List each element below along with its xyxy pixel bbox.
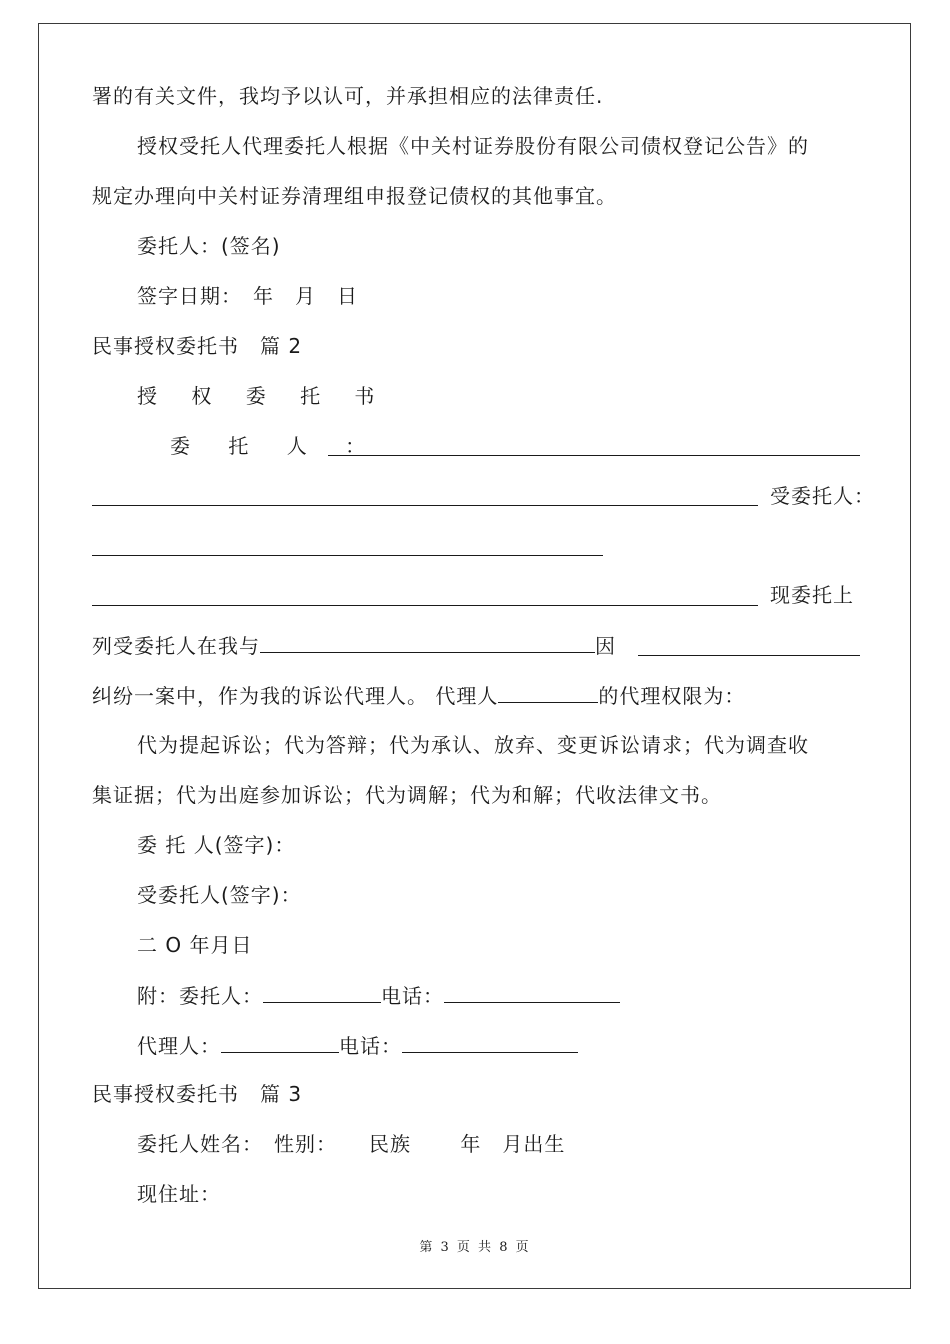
text-line: 代为提起诉讼；代为答辩；代为承认、放弃、变更诉讼请求；代为调查收 — [137, 733, 809, 757]
blank-line — [92, 505, 758, 506]
text-line: 委 托 人(签字)： — [137, 833, 296, 857]
text-segment: 附：委托人： — [137, 984, 263, 1008]
section-heading: 民事授权委托书 篇 3 — [92, 1082, 303, 1106]
text-line: 签字日期： 年 月 日 — [137, 284, 358, 308]
blank-line — [498, 682, 598, 703]
text-line — [137, 982, 620, 1009]
text-segment: 电话： — [381, 984, 444, 1008]
text-segment: 的代理权限为： — [598, 684, 746, 708]
blank-line — [260, 632, 595, 653]
section-heading: 民事授权委托书 篇 2 — [92, 334, 303, 358]
blank-line — [263, 982, 381, 1003]
text-line: 集证据；代为出庭参加诉讼；代为调解；代为和解；代收法律文书。 — [92, 783, 722, 807]
text-line — [137, 1032, 578, 1059]
text-segment: 代理人： — [137, 1034, 221, 1058]
blank-line — [221, 1032, 339, 1053]
blank-line — [92, 605, 758, 606]
text-line — [92, 632, 616, 659]
text-segment: 因 — [595, 634, 616, 658]
document-title: 授 权 委 托 书 — [137, 384, 389, 408]
text-segment: 列受委托人在我与 — [92, 634, 260, 658]
text-line: 二 O 年月日 — [137, 933, 253, 957]
text-line: 现委托上 — [770, 583, 854, 607]
text-line: 委托人：(签名) — [137, 234, 281, 258]
blank-line — [444, 982, 620, 1003]
text-line: 受委托人： — [770, 484, 875, 508]
text-line: 委托人姓名： 性别： 民族 年 月出生 — [137, 1132, 566, 1156]
text-line: 受委托人(签字)： — [137, 883, 302, 907]
text-line: 现住址： — [137, 1182, 221, 1206]
page-number: 第 3 页 共 8 页 — [419, 1240, 531, 1255]
text-segment: 纠纷一案中，作为我的诉讼代理人。 代理人 — [92, 684, 499, 708]
text-line — [92, 682, 745, 709]
text-line: 署的有关文件，我均予以认可，并承担相应的法律责任. — [92, 84, 604, 108]
blank-line — [402, 1032, 578, 1053]
text-line: 规定办理向中关村证券清理组申报登记债权的其他事宜。 — [92, 184, 617, 208]
blank-line — [92, 555, 603, 556]
text-line: 委 托 人 ： — [170, 434, 382, 458]
blank-line — [638, 655, 860, 656]
text-line: 授权受托人代理委托人根据《中关村证券股份有限公司债权登记公告》的 — [137, 134, 809, 158]
blank-line — [328, 455, 860, 456]
text-segment: 电话： — [339, 1034, 402, 1058]
